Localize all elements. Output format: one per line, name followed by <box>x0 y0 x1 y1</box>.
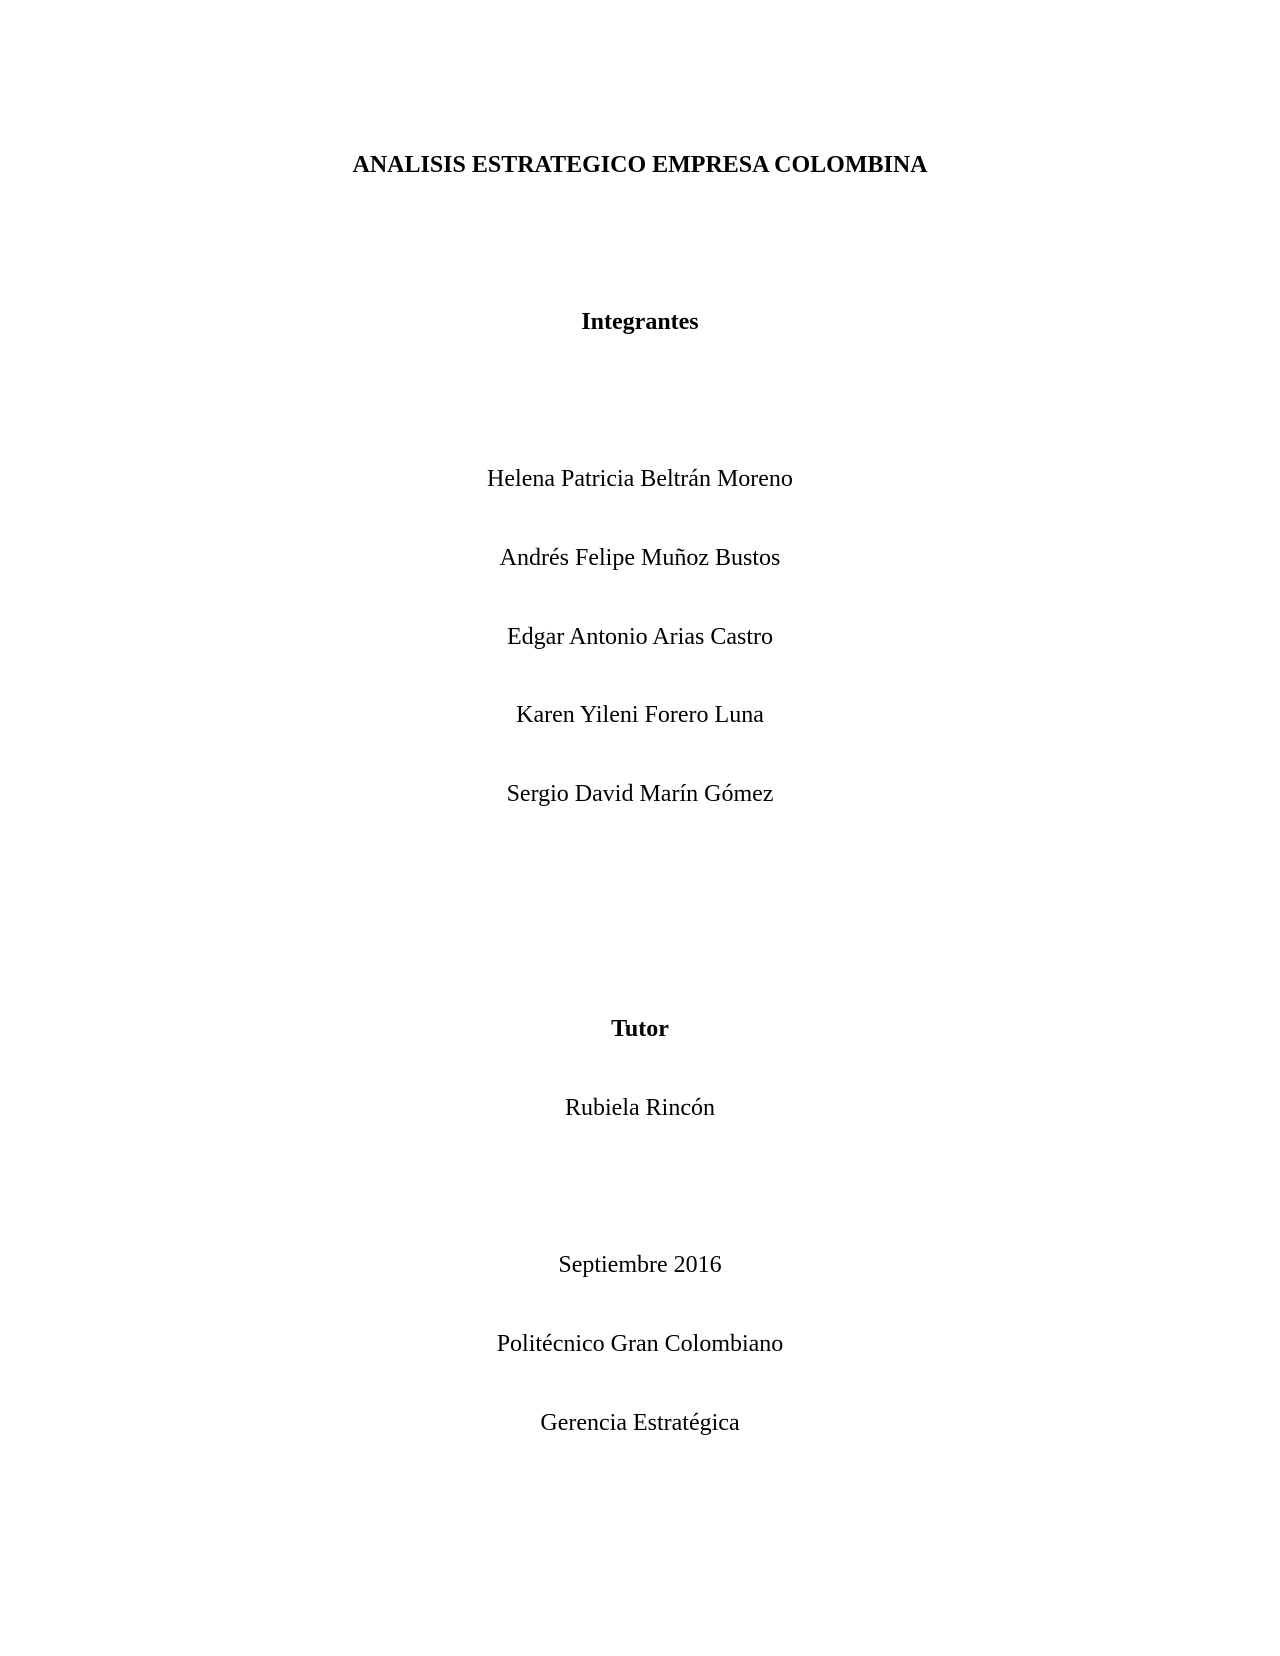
member-name: Edgar Antonio Arias Castro <box>507 624 773 650</box>
document-title: ANALISIS ESTRATEGICO EMPRESA COLOMBINA <box>352 152 928 178</box>
member-name: Sergio David Marín Gómez <box>506 781 774 807</box>
member-name: Karen Yileni Forero Luna <box>516 702 764 728</box>
document-date: Septiembre 2016 <box>558 1252 722 1278</box>
member-name: Helena Patricia Beltrán Moreno <box>487 466 793 492</box>
tutor-name: Rubiela Rincón <box>565 1095 715 1121</box>
institution-name: Politécnico Gran Colombiano <box>496 1331 784 1357</box>
course-name: Gerencia Estratégica <box>540 1410 740 1436</box>
members-heading: Integrantes <box>581 309 699 335</box>
tutor-heading: Tutor <box>611 1016 669 1042</box>
member-name: Andrés Felipe Muñoz Bustos <box>499 545 781 571</box>
